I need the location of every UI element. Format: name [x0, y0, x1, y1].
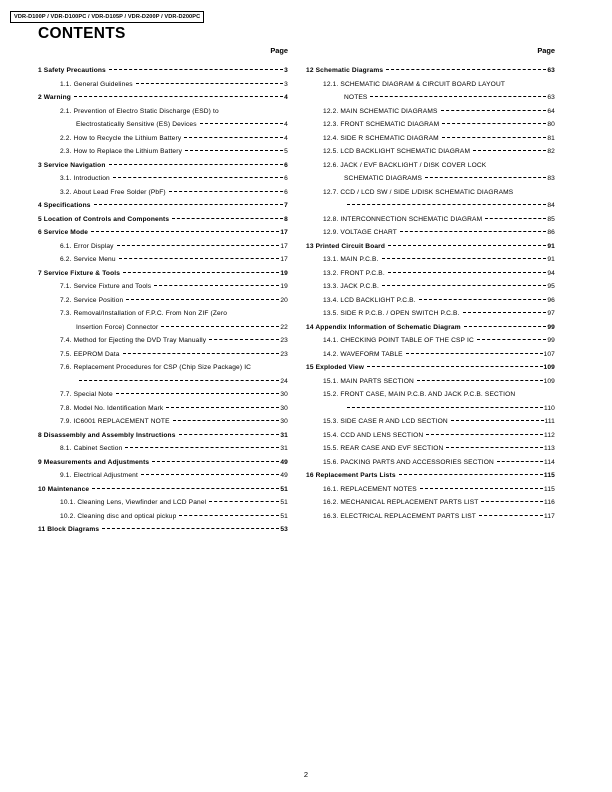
toc-entry-page: 96 — [547, 296, 555, 304]
dot-leader — [179, 432, 280, 435]
dot-leader — [119, 256, 280, 259]
toc-subsection-entry[interactable] — [306, 267, 555, 281]
toc-entry-title: 7 Service Fixture & Tools — [38, 269, 121, 277]
toc-entry-page: 3 — [284, 80, 288, 88]
toc-entry-title: 12.5. LCD BACKLIGHT SCHEMATIC DIAGRAM — [323, 148, 471, 155]
toc-entries-right — [306, 64, 555, 523]
toc-entry-title: 5 Location of Controls and Components — [38, 215, 170, 223]
toc-subsection-entry[interactable] — [306, 348, 555, 362]
toc-section-entry[interactable] — [38, 523, 288, 537]
toc-subsection-entry[interactable] — [306, 118, 555, 132]
dot-leader — [464, 324, 547, 327]
toc-entry-title: 12.3. FRONT SCHEMATIC DIAGRAM — [323, 121, 440, 128]
toc-entry-title: 13.1. MAIN P.C.B. — [323, 256, 379, 263]
dot-leader — [172, 216, 283, 219]
toc-entry-title: 12.9. VOLTAGE CHART — [323, 229, 397, 236]
toc-subsection-entry[interactable] — [38, 442, 288, 456]
toc-subsection-entry[interactable] — [306, 78, 555, 92]
toc-section-entry[interactable] — [38, 429, 288, 443]
dot-leader — [173, 418, 280, 421]
toc-section-entry[interactable] — [38, 483, 288, 497]
dot-leader — [463, 310, 547, 313]
toc-subsection-entry[interactable] — [38, 361, 288, 375]
toc-entry-title: 14.2. WAVEFORM TABLE — [323, 350, 403, 358]
dot-leader — [399, 472, 543, 475]
toc-entry-page: 20 — [280, 296, 288, 304]
toc-entry-page: 64 — [547, 107, 555, 115]
toc-subsection-entry[interactable] — [306, 429, 555, 443]
dot-leader — [74, 94, 283, 97]
toc-subsection-entry[interactable] — [306, 199, 555, 213]
toc-entry-page: 23 — [280, 350, 288, 358]
toc-entry-title: 11 Block Diagrams — [38, 526, 100, 533]
dot-leader — [485, 216, 546, 219]
toc-subsection-entry[interactable] — [38, 105, 288, 119]
toc-subsection-entry[interactable] — [306, 307, 555, 321]
toc-subsection-entry[interactable] — [306, 415, 555, 429]
dot-leader — [125, 445, 279, 448]
toc-entry-title: 16 Replacement Parts Lists — [306, 472, 396, 479]
dot-leader — [152, 459, 279, 462]
toc-subsection-entry[interactable] — [306, 334, 555, 348]
dot-leader — [400, 229, 546, 232]
toc-subsection-entry[interactable] — [306, 442, 555, 456]
toc-entry-title: 7.2. Service Position — [60, 296, 124, 304]
toc-subsection-entry[interactable] — [306, 159, 555, 173]
toc-subsection-entry[interactable] — [38, 307, 288, 321]
toc-entry-page: 49 — [280, 472, 288, 479]
toc-entry-page: 51 — [280, 485, 288, 493]
page-title: CONTENTS — [38, 25, 126, 42]
toc-entry-title: 15.6. PACKING PARTS AND ACCESSORIES SECTION — [323, 458, 494, 466]
toc-entry-page: 49 — [280, 458, 288, 466]
dot-leader — [184, 135, 283, 138]
dot-leader — [419, 297, 547, 300]
toc-subsection-entry[interactable] — [38, 469, 288, 483]
dot-leader — [442, 135, 547, 138]
toc-subsection-entry[interactable] — [306, 105, 555, 119]
toc-entry-title: 10 Maintenance — [38, 485, 90, 493]
toc-entry-title: 15.1. MAIN PARTS SECTION — [323, 377, 414, 385]
toc-subsection-entry[interactable] — [38, 145, 288, 159]
toc-subsection-entry[interactable] — [306, 294, 555, 308]
dot-leader — [347, 202, 546, 205]
dot-leader — [79, 378, 279, 381]
toc-section-entry[interactable] — [306, 321, 555, 335]
toc-entry-page: 86 — [547, 229, 555, 236]
toc-entry-title: 9.1. Electrical Adjustment — [60, 472, 138, 479]
page-number: 2 — [303, 770, 309, 779]
toc-entry-title: 2.1. Prevention of Electro Static Discharge (ESD) to — [60, 107, 219, 115]
model-tag: VDR-D100P / VDR-D100PC / VDR-D105P / VDR-D200P / VDR-D200PC — [10, 11, 204, 23]
dot-leader — [109, 162, 284, 165]
toc-subsection-entry[interactable] — [38, 402, 288, 416]
dot-leader — [169, 189, 283, 192]
toc-entry-page: 24 — [280, 377, 288, 385]
dot-leader — [497, 459, 543, 462]
dot-leader — [161, 324, 279, 327]
toc-entry-page: 51 — [280, 512, 288, 520]
dot-leader — [441, 108, 547, 111]
page-column-header: Page — [537, 46, 555, 55]
toc-entry-page: 17 — [280, 229, 288, 236]
toc-entry-title: 13.4. LCD BACKLIGHT P.C.B. — [323, 296, 416, 304]
toc-subsection-entry[interactable] — [38, 388, 288, 402]
toc-entry-title: 4 Specifications — [38, 202, 91, 209]
dot-leader — [185, 148, 283, 151]
toc-entry-page: 84 — [547, 202, 555, 209]
toc-entry-title: 1.1. General Guidelines — [60, 80, 133, 88]
toc-entry-title: 10.1. Cleaning Lens, Viewfinder and LCD Panel — [60, 499, 207, 506]
toc-entry-page: 82 — [547, 148, 555, 155]
dot-leader — [154, 283, 279, 286]
toc-entry-page: 115 — [543, 472, 555, 479]
toc-entry-page: 83 — [547, 175, 555, 182]
dot-leader — [388, 243, 546, 246]
dot-leader — [166, 405, 279, 408]
dot-leader — [442, 121, 546, 124]
toc-entry-page: 91 — [547, 256, 555, 263]
toc-entry-page: 53 — [280, 526, 288, 533]
dot-leader — [382, 283, 546, 286]
dot-leader — [91, 229, 279, 232]
toc-section-entry[interactable] — [38, 456, 288, 470]
toc-section-entry[interactable] — [38, 226, 288, 240]
dot-leader — [406, 351, 543, 354]
dot-leader — [479, 513, 543, 516]
toc-entry-page: 7 — [284, 202, 288, 209]
dot-leader — [477, 337, 547, 340]
toc-entry-title: 7.6. Replacement Procedures for CSP (Chip Size Package) IC — [60, 364, 252, 371]
toc-entry-title: 7.8. Model No. Identification Mark — [60, 404, 164, 412]
toc-entry-title: 15.5. REAR CASE AND EVF SECTION — [323, 445, 444, 452]
toc-entry-page: 4 — [284, 121, 288, 128]
dot-leader — [126, 297, 279, 300]
toc-entry-title: 7.5. EEPROM Data — [60, 350, 120, 358]
toc-entry-title: 6.2. Service Menu — [60, 256, 116, 263]
toc-entry-page: 22 — [280, 323, 288, 331]
toc-subsection-entry[interactable] — [306, 375, 555, 389]
toc-section-entry[interactable] — [38, 267, 288, 281]
toc-subsection-entry[interactable] — [306, 91, 555, 105]
toc-entry-title: 8 Disassembly and Assembly Instructions — [38, 431, 176, 439]
dot-leader — [446, 445, 543, 448]
toc-entry-title: 7.3. Removal/Installation of F.P.C. From Non ZIF (Zero — [60, 310, 228, 317]
toc-entry-page: 91 — [547, 242, 555, 250]
toc-subsection-entry[interactable] — [306, 172, 555, 186]
toc-subsection-entry[interactable] — [306, 496, 555, 510]
toc-entry-title: 6.1. Error Display — [60, 242, 114, 250]
dot-leader — [451, 418, 544, 421]
toc-entry-title: 16.3. ELECTRICAL REPLACEMENT PARTS LIST — [323, 512, 476, 520]
toc-left-column — [38, 46, 288, 537]
toc-subsection-entry[interactable] — [38, 118, 288, 132]
toc-entry-page: 63 — [547, 67, 555, 74]
dot-leader — [123, 351, 280, 354]
toc-entry-page: 30 — [280, 418, 288, 425]
toc-entry-title: NOTES — [344, 94, 368, 101]
toc-entry-title: 7.9. IC6001 REPLACEMENT NOTE — [60, 418, 170, 425]
toc-subsection-entry[interactable] — [306, 145, 555, 159]
toc-entry-title: 7.7. Special Note — [60, 391, 113, 398]
toc-entry-title: 3 Service Navigation — [38, 161, 106, 169]
toc-entry-page: 30 — [280, 391, 288, 398]
toc-entry-page: 51 — [280, 499, 288, 506]
toc-subsection-entry[interactable] — [306, 388, 555, 402]
toc-subsection-entry[interactable] — [38, 253, 288, 267]
toc-entry-page: 4 — [284, 134, 288, 142]
toc-subsection-entry[interactable] — [306, 456, 555, 470]
toc-subsection-entry[interactable] — [38, 78, 288, 92]
toc-entry-title: 13.3. JACK P.C.B. — [323, 283, 379, 290]
toc-subsection-entry[interactable] — [38, 132, 288, 146]
toc-section-entry[interactable] — [306, 240, 555, 254]
dot-leader — [426, 432, 543, 435]
toc-entry-page: 3 — [284, 67, 288, 74]
toc-entry-page: 6 — [284, 161, 288, 169]
dot-leader — [123, 270, 279, 273]
toc-entry-title: SCHEMATIC DIAGRAMS — [344, 175, 423, 182]
page-column-header: Page — [270, 46, 288, 55]
toc-entry-page: 19 — [280, 283, 288, 290]
toc-subsection-entry[interactable] — [306, 253, 555, 267]
toc-entry-title: 16.2. MECHANICAL REPLACEMENT PARTS LIST — [323, 499, 479, 506]
dot-leader — [109, 67, 283, 70]
dot-leader — [200, 121, 283, 124]
toc-entry-page: 30 — [280, 404, 288, 412]
toc-entry-page: 94 — [547, 269, 555, 277]
toc-entry-page: 112 — [544, 431, 555, 439]
toc-entry-page: 99 — [547, 323, 555, 331]
toc-subsection-entry[interactable] — [38, 294, 288, 308]
toc-section-entry[interactable] — [306, 361, 555, 375]
toc-entry-page: 99 — [547, 337, 555, 344]
toc-subsection-entry[interactable] — [38, 510, 288, 524]
dot-leader — [417, 378, 543, 381]
toc-subsection-entry[interactable] — [306, 402, 555, 416]
toc-subsection-entry[interactable] — [38, 280, 288, 294]
dot-leader — [102, 526, 279, 529]
toc-entry-title: Electrostatically Sensitive (ES) Devices — [76, 121, 197, 128]
toc-entry-title: 2.2. How to Recycle the Lithium Battery — [60, 134, 182, 142]
dot-leader — [179, 513, 279, 516]
toc-entry-page: 17 — [280, 256, 288, 263]
toc-section-entry[interactable] — [38, 199, 288, 213]
toc-entry-page: 111 — [544, 418, 555, 425]
toc-subsection-entry[interactable] — [38, 375, 288, 389]
dot-leader — [370, 94, 546, 97]
toc-entry-title: 12.7. CCD / LCD SW / SIDE L/DISK SCHEMATIC DIAGRAMS — [323, 188, 514, 196]
toc-entry-title: 14 Appendix Information of Schematic Diagram — [306, 323, 461, 331]
toc-entry-page: 63 — [547, 94, 555, 101]
toc-entry-page: 4 — [284, 94, 288, 101]
toc-entry-title: 12.1. SCHEMATIC DIAGRAM & CIRCUIT BOARD LAYOUT — [323, 80, 506, 88]
toc-entry-page: 113 — [544, 445, 555, 452]
toc-entry-page: 31 — [280, 431, 288, 439]
toc-entry-title: 7.1. Service Fixture and Tools — [60, 283, 152, 290]
toc-entry-page: 17 — [280, 242, 288, 250]
toc-entry-page: 95 — [547, 283, 555, 290]
toc-entry-title: 12.8. INTERCONNECTION SCHEMATIC DIAGRAM — [323, 215, 483, 223]
toc-entry-page: 5 — [284, 148, 288, 155]
toc-entry-page: 114 — [544, 458, 555, 466]
toc-subsection-entry[interactable] — [38, 496, 288, 510]
dot-leader — [117, 243, 280, 246]
dot-leader — [386, 67, 546, 70]
dot-leader — [425, 175, 546, 178]
toc-entry-title: 12.6. JACK / EVF BACKLIGHT / DISK COVER LOCK — [323, 161, 487, 169]
toc-entry-title: Insertion Force) Connector — [76, 323, 159, 331]
toc-entry-page: 109 — [543, 377, 555, 385]
dot-leader — [209, 499, 279, 502]
toc-subsection-entry[interactable] — [306, 213, 555, 227]
toc-subsection-entry[interactable] — [38, 172, 288, 186]
toc-entries-left — [38, 64, 288, 537]
toc-entry-page: 109 — [543, 364, 555, 371]
dot-leader — [92, 486, 279, 489]
toc-entry-title: 15.2. FRONT CASE, MAIN P.C.B. AND JACK P.C.B. SECTION — [323, 391, 516, 398]
toc-subsection-entry[interactable] — [38, 334, 288, 348]
toc-subsection-entry[interactable] — [38, 240, 288, 254]
toc-section-entry[interactable] — [306, 64, 555, 78]
toc-entry-title: 14.1. CHECKING POINT TABLE OF THE CSP IC — [323, 337, 474, 344]
toc-entry-page: 85 — [547, 215, 555, 223]
toc-entry-title: 2.3. How to Replace the Lithium Battery — [60, 148, 183, 155]
toc-section-entry[interactable] — [38, 91, 288, 105]
toc-entry-page: 110 — [544, 404, 555, 412]
toc-entry-page: 117 — [544, 512, 555, 520]
toc-entry-title: 9 Measurements and Adjustments — [38, 458, 150, 466]
toc-entry-title: 1 Safety Precautions — [38, 67, 106, 74]
toc-entry-page: 107 — [543, 350, 555, 358]
toc-section-entry[interactable] — [38, 159, 288, 173]
toc-entry-title: 12.2. MAIN SCHEMATIC DIAGRAMS — [323, 107, 438, 115]
toc-section-entry[interactable] — [38, 213, 288, 227]
toc-subsection-entry[interactable] — [306, 132, 555, 146]
dot-leader — [382, 256, 547, 259]
toc-entry-page: 97 — [547, 310, 555, 317]
toc-entry-page: 80 — [547, 121, 555, 128]
toc-entry-title: 2 Warning — [38, 94, 71, 101]
toc-entry-title: 16.1. REPLACEMENT NOTES — [323, 485, 417, 493]
toc-entry-title: 8.1. Cabinet Section — [60, 445, 123, 452]
toc-entry-title: 15 Exploded View — [306, 364, 364, 371]
toc-entry-title: 12 Schematic Diagrams — [306, 67, 384, 74]
toc-entry-page: 116 — [544, 499, 555, 506]
toc-entry-title: 15.4. CCD AND LENS SECTION — [323, 431, 424, 439]
dot-leader — [473, 148, 546, 151]
toc-right-column — [306, 46, 555, 523]
toc-entry-title: 10.2. Cleaning disc and optical pickup — [60, 512, 177, 520]
dot-leader — [209, 337, 279, 340]
toc-entry-title: 13.5. SIDE R P.C.B. / OPEN SWITCH P.C.B. — [323, 310, 460, 317]
toc-entry-page: 23 — [280, 337, 288, 344]
dot-leader — [367, 364, 543, 367]
toc-subsection-entry[interactable] — [38, 415, 288, 429]
dot-leader — [136, 81, 283, 84]
toc-entry-title: 6 Service Mode — [38, 229, 89, 236]
dot-leader — [94, 202, 284, 205]
toc-entry-title: 12.4. SIDE R SCHEMATIC DIAGRAM — [323, 134, 439, 142]
toc-subsection-entry[interactable] — [306, 483, 555, 497]
toc-subsection-entry[interactable] — [38, 321, 288, 335]
toc-subsection-entry[interactable] — [306, 226, 555, 240]
toc-section-entry[interactable] — [306, 469, 555, 483]
toc-subsection-entry[interactable] — [306, 280, 555, 294]
toc-entry-title: 3.2. About Lead Free Solder (PbF) — [60, 188, 166, 196]
toc-entry-page: 6 — [284, 188, 288, 196]
toc-entry-title: 3.1. Introduction — [60, 175, 110, 182]
dot-leader — [116, 391, 280, 394]
dot-leader — [388, 270, 547, 273]
toc-entry-title: 15.3. SIDE CASE R AND LCD SECTION — [323, 418, 448, 425]
toc-entry-page: 81 — [547, 134, 555, 142]
toc-entry-page: 115 — [544, 485, 555, 493]
toc-subsection-entry[interactable] — [306, 186, 555, 200]
toc-entry-page: 31 — [280, 445, 288, 452]
toc-entry-page: 19 — [280, 269, 288, 277]
toc-entry-page: 8 — [284, 215, 288, 223]
dot-leader — [481, 499, 543, 502]
toc-section-entry[interactable] — [38, 64, 288, 78]
toc-entry-title: 13 Printed Circuit Board — [306, 242, 386, 250]
toc-subsection-entry[interactable] — [38, 348, 288, 362]
dot-leader — [347, 405, 543, 408]
dot-leader — [420, 486, 543, 489]
toc-subsection-entry[interactable] — [38, 186, 288, 200]
toc-entry-page: 6 — [284, 175, 288, 182]
toc-entry-title: 7.4. Method for Ejecting the DVD Tray Manually — [60, 337, 207, 344]
toc-subsection-entry[interactable] — [306, 510, 555, 524]
dot-leader — [113, 175, 283, 178]
toc-entry-title: 13.2. FRONT P.C.B. — [323, 269, 385, 277]
dot-leader — [141, 472, 279, 475]
